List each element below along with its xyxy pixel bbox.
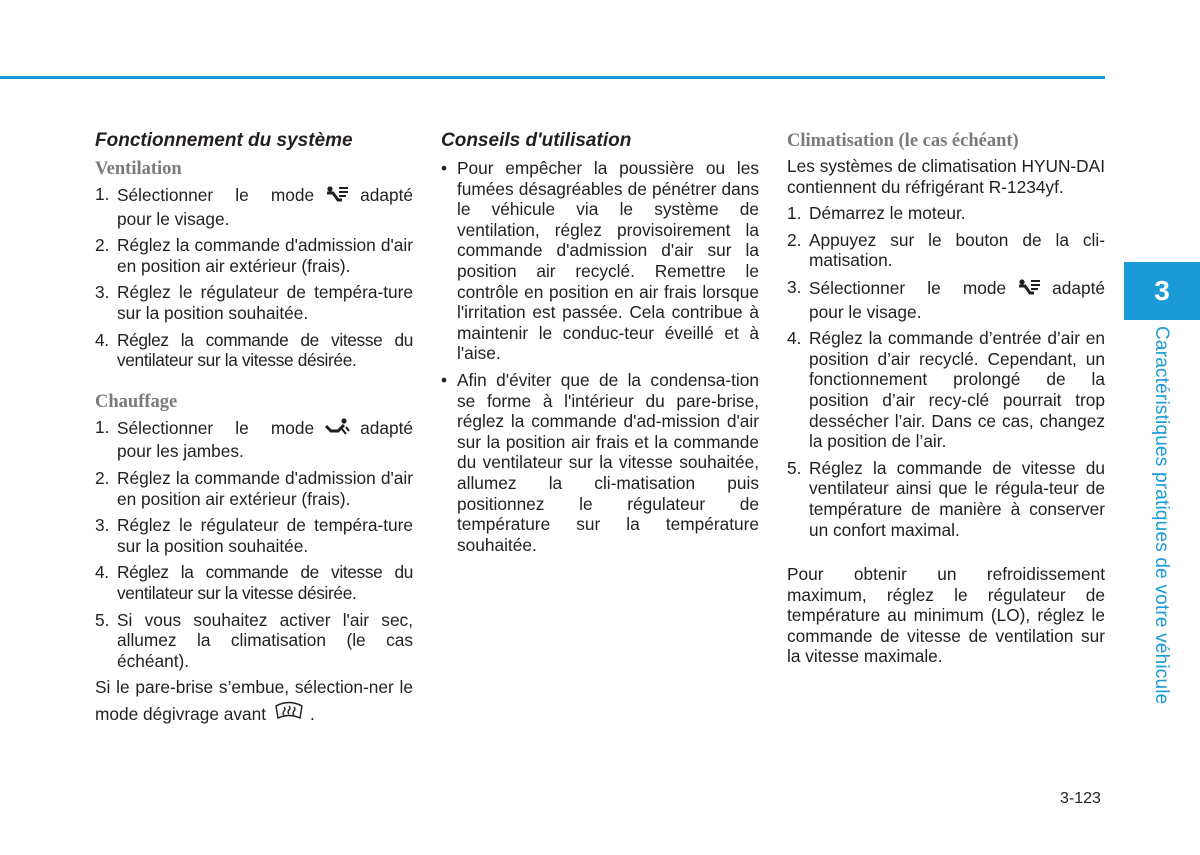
section-title-operation: Fonctionnement du système bbox=[95, 130, 353, 151]
column-system-operation bbox=[95, 128, 413, 730]
list-item: • Pour empêcher la poussière ou les fumées désagréables de pénétrer dans le véhicule via le système de ventilation, réglez provisoirement la commande d'admission d'air sur la position air recyclé. Remettre le contrôle en position en air frais lorsque l'irritation est passée. Cela contribue à maintenir le conduc-teur éveillé et à l'aise. bbox=[441, 158, 759, 364]
chapter-label: Caractéristiques pratiques de votre véhicule bbox=[1151, 326, 1172, 705]
list-item: 2. Réglez la commande d'admission d'air en position air extérieur (frais). bbox=[95, 467, 413, 509]
list-item: 2. Appuyez sur le bouton de la cli-matisation. bbox=[787, 229, 1105, 271]
header-rule bbox=[0, 76, 1105, 79]
heading-ventilation: Ventilation bbox=[95, 159, 182, 179]
list-item: 1. Sélectionner le mode adapté pour les jambes. bbox=[95, 416, 413, 462]
page-number: 3-123 bbox=[1060, 790, 1101, 807]
windshield-defrost-icon bbox=[274, 698, 304, 725]
section-title-tips: Conseils d'utilisation bbox=[441, 130, 632, 151]
ac-steps bbox=[787, 203, 1105, 540]
face-vent-mode-icon bbox=[1016, 277, 1042, 302]
heading-chauffage: Chauffage bbox=[95, 391, 178, 412]
list-item: 5. Réglez la commande de vitesse du ventilateur ainsi que le régula-teur de température de manière à conserver un confort maximal. bbox=[787, 457, 1105, 540]
ventilation-steps bbox=[95, 184, 413, 371]
list-item: 4. Réglez la commande de vitesse du ventilateur sur la vitesse désirée. bbox=[95, 562, 413, 603]
ac-max-cooling-note: Pour obtenir un refroidissement maximum, réglez le régulateur de température au minimum (LO), réglez le commande de vitesse de ventilation sur la vitesse maximale. bbox=[787, 564, 1105, 667]
heating-steps bbox=[95, 417, 413, 672]
list-item: 4. Réglez la commande d’entrée d’air en position d’air recyclé. Cependant, un fonctionnement prolongé de la position d’air recy-clé pourrait trop dessécher l’air. Dans ce cas, changez la position de l’air. bbox=[787, 328, 1105, 452]
column-air-conditioning bbox=[787, 128, 1105, 673]
list-item: 2. Réglez la commande d'admission d'air en position air extérieur (frais). bbox=[95, 235, 413, 276]
list-item: 4. Réglez la commande de vitesse du ventilateur sur la vitesse désirée. bbox=[95, 329, 413, 371]
floor-vent-mode-icon bbox=[324, 417, 350, 442]
list-item: 3. Réglez le régulateur de tempéra-ture sur la position souhaitée. bbox=[95, 282, 413, 323]
list-item: • Afin d'éviter que de la condensa-tion se forme à l'intérieur du pare-brise, réglez la commande d'ad-mission d'air sur la position air frais et la commande du ventilateur sur la vitesse souhaitée, allumez la cli-matisation puis positionnez le régulateur de température sur la température souhaitée. bbox=[441, 370, 759, 555]
list-item: 1. Démarrez le moteur. bbox=[787, 203, 966, 224]
face-vent-mode-icon bbox=[324, 184, 350, 209]
defrost-note: Si le pare-brise s’embue, sélection-ner le mode dégivrage avant . bbox=[95, 677, 413, 724]
tips-list bbox=[441, 158, 759, 555]
list-item: 5. Si vous souhaitez activer l'air sec, allumez la climatisation (le cas échéant). bbox=[95, 609, 413, 671]
list-item: 3. Réglez le régulateur de tempéra-ture sur la position souhaitée. bbox=[95, 515, 413, 556]
column-usage-tips bbox=[441, 128, 759, 561]
heading-climatisation: Climatisation (le cas échéant) bbox=[787, 131, 1019, 151]
chapter-tab: 3 bbox=[1124, 262, 1200, 320]
list-item: 3. Sélectionner le mode adapté pour le visage. bbox=[787, 276, 1105, 322]
ac-intro: Les systèmes de climatisation HYUN-DAI contiennent du réfrigérant R-1234yf. bbox=[787, 156, 1105, 197]
list-item: 1. Sélectionner le mode adapté pour le visage. bbox=[95, 184, 413, 229]
